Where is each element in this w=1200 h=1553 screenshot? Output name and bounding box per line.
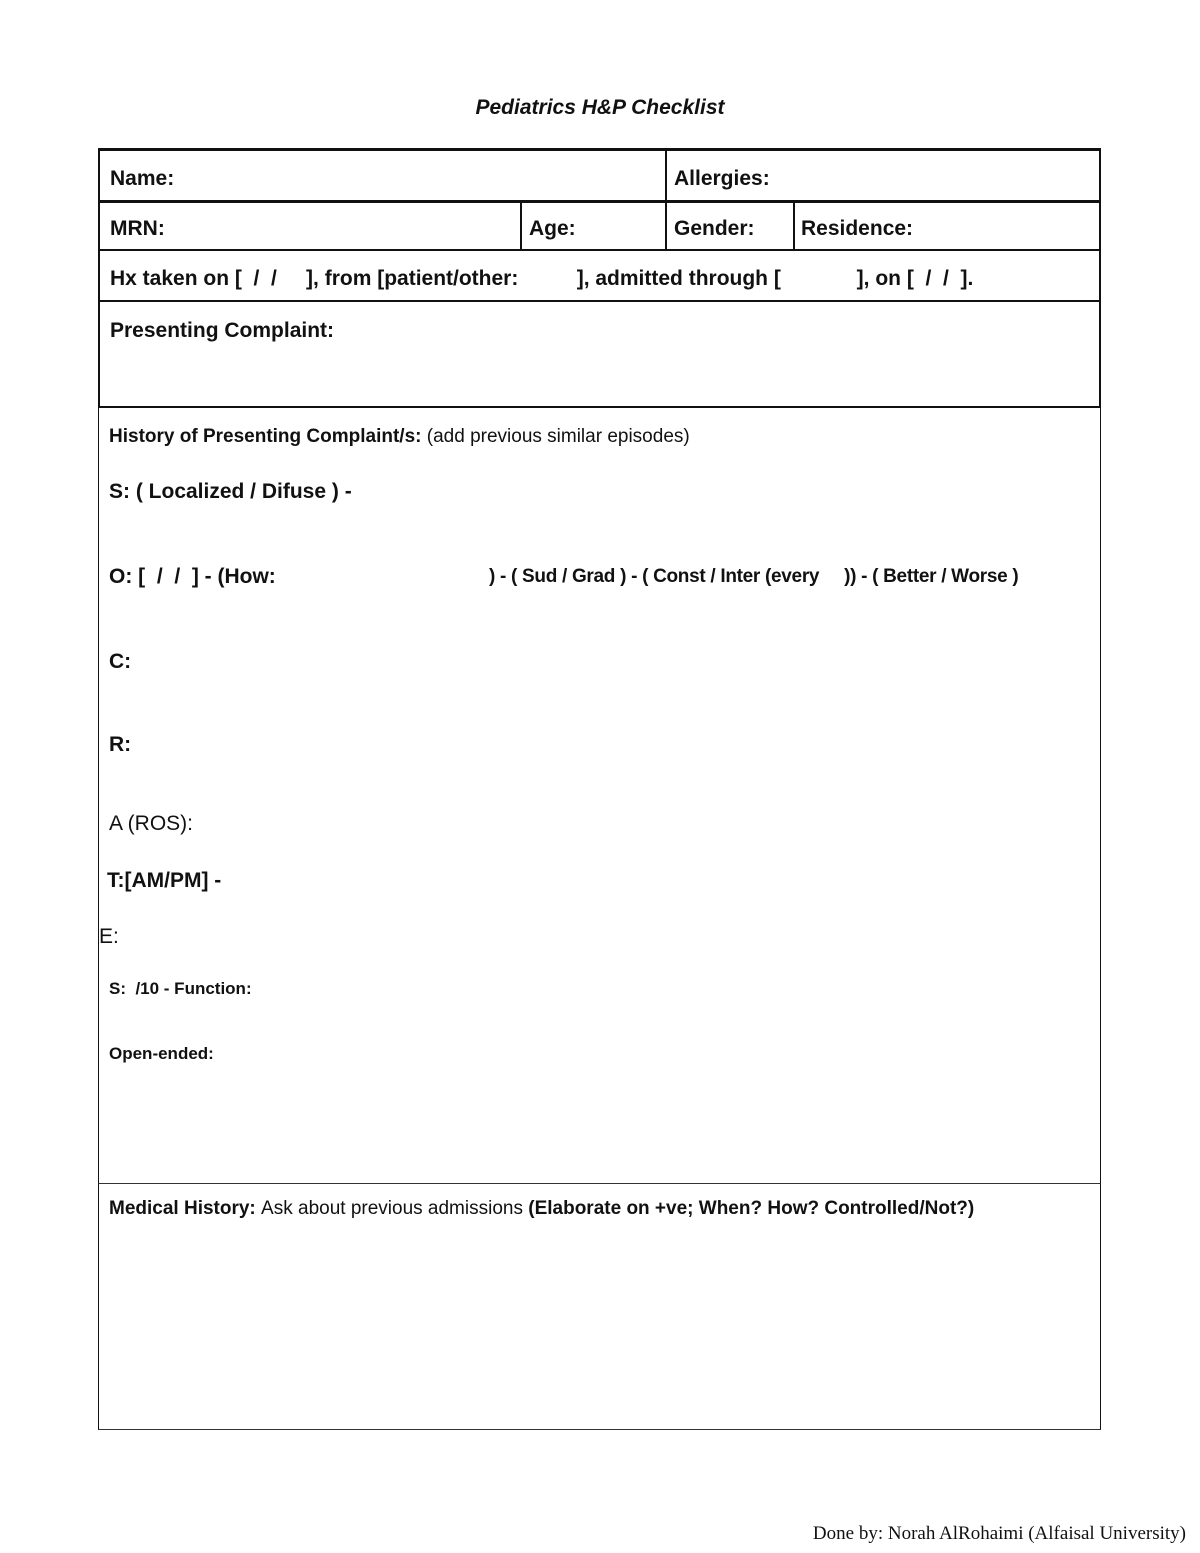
- hpc-character: C:: [109, 650, 132, 673]
- divider: [520, 203, 522, 249]
- hpc-exacerbating: E:: [99, 925, 119, 948]
- page-title: Pediatrics H&P Checklist: [475, 96, 725, 119]
- medical-history-line: [109, 1198, 974, 1220]
- hpc-radiation: R:: [109, 733, 132, 756]
- hpc-onset-start: O: [ / / ] - (How:: [109, 565, 276, 588]
- allergies-label: Allergies:: [674, 167, 770, 190]
- hpc-associated: A (ROS):: [109, 812, 194, 835]
- row-demographics: [98, 203, 1101, 251]
- presenting-complaint-label: Presenting Complaint:: [110, 319, 335, 342]
- footer-credit: Done by: Norah AlRohaimi (Alfaisal University): [812, 1523, 1186, 1544]
- row-hpc: [98, 408, 1101, 1184]
- hpc-heading-note: (add previous similar episodes): [426, 426, 690, 447]
- row-history-taken: [98, 251, 1101, 302]
- row-medical-history: [98, 1184, 1101, 1430]
- divider: [793, 203, 795, 249]
- hpc-heading: [109, 426, 690, 448]
- name-label: Name:: [110, 167, 175, 190]
- divider: [665, 203, 667, 249]
- checklist-form: [98, 148, 1101, 1430]
- gender-label: Gender:: [674, 217, 755, 240]
- hpc-onset-end: ) - ( Sud / Grad ) - ( Const / Inter (every )) - ( Better / Worse ): [489, 566, 1019, 587]
- hpc-site: S: ( Localized / Difuse ) -: [109, 480, 352, 503]
- row-presenting-complaint: [98, 302, 1101, 408]
- medical-history-bold-note: (Elaborate on +ve; When? How? Controlled/Not?): [528, 1198, 975, 1219]
- medical-history-heading: Medical History:: [109, 1198, 256, 1219]
- mrn-label: MRN:: [110, 217, 165, 240]
- age-label: Age:: [529, 217, 576, 240]
- medical-history-note: Ask about previous admissions: [261, 1198, 523, 1219]
- hpc-open-ended: Open-ended:: [109, 1044, 214, 1063]
- hx-taken-line: Hx taken on [ / / ], from [patient/other: ], admitted through [ ], on [ / / ].: [110, 267, 974, 290]
- residence-label: Residence:: [801, 217, 914, 240]
- divider: [665, 151, 667, 200]
- hpc-severity: S: /10 - Function:: [109, 979, 252, 998]
- hpc-timing: T:[AM/PM] -: [107, 869, 222, 892]
- hpc-heading-text: History of Presenting Complaint/s:: [109, 426, 422, 447]
- row-name-allergies: [98, 148, 1101, 203]
